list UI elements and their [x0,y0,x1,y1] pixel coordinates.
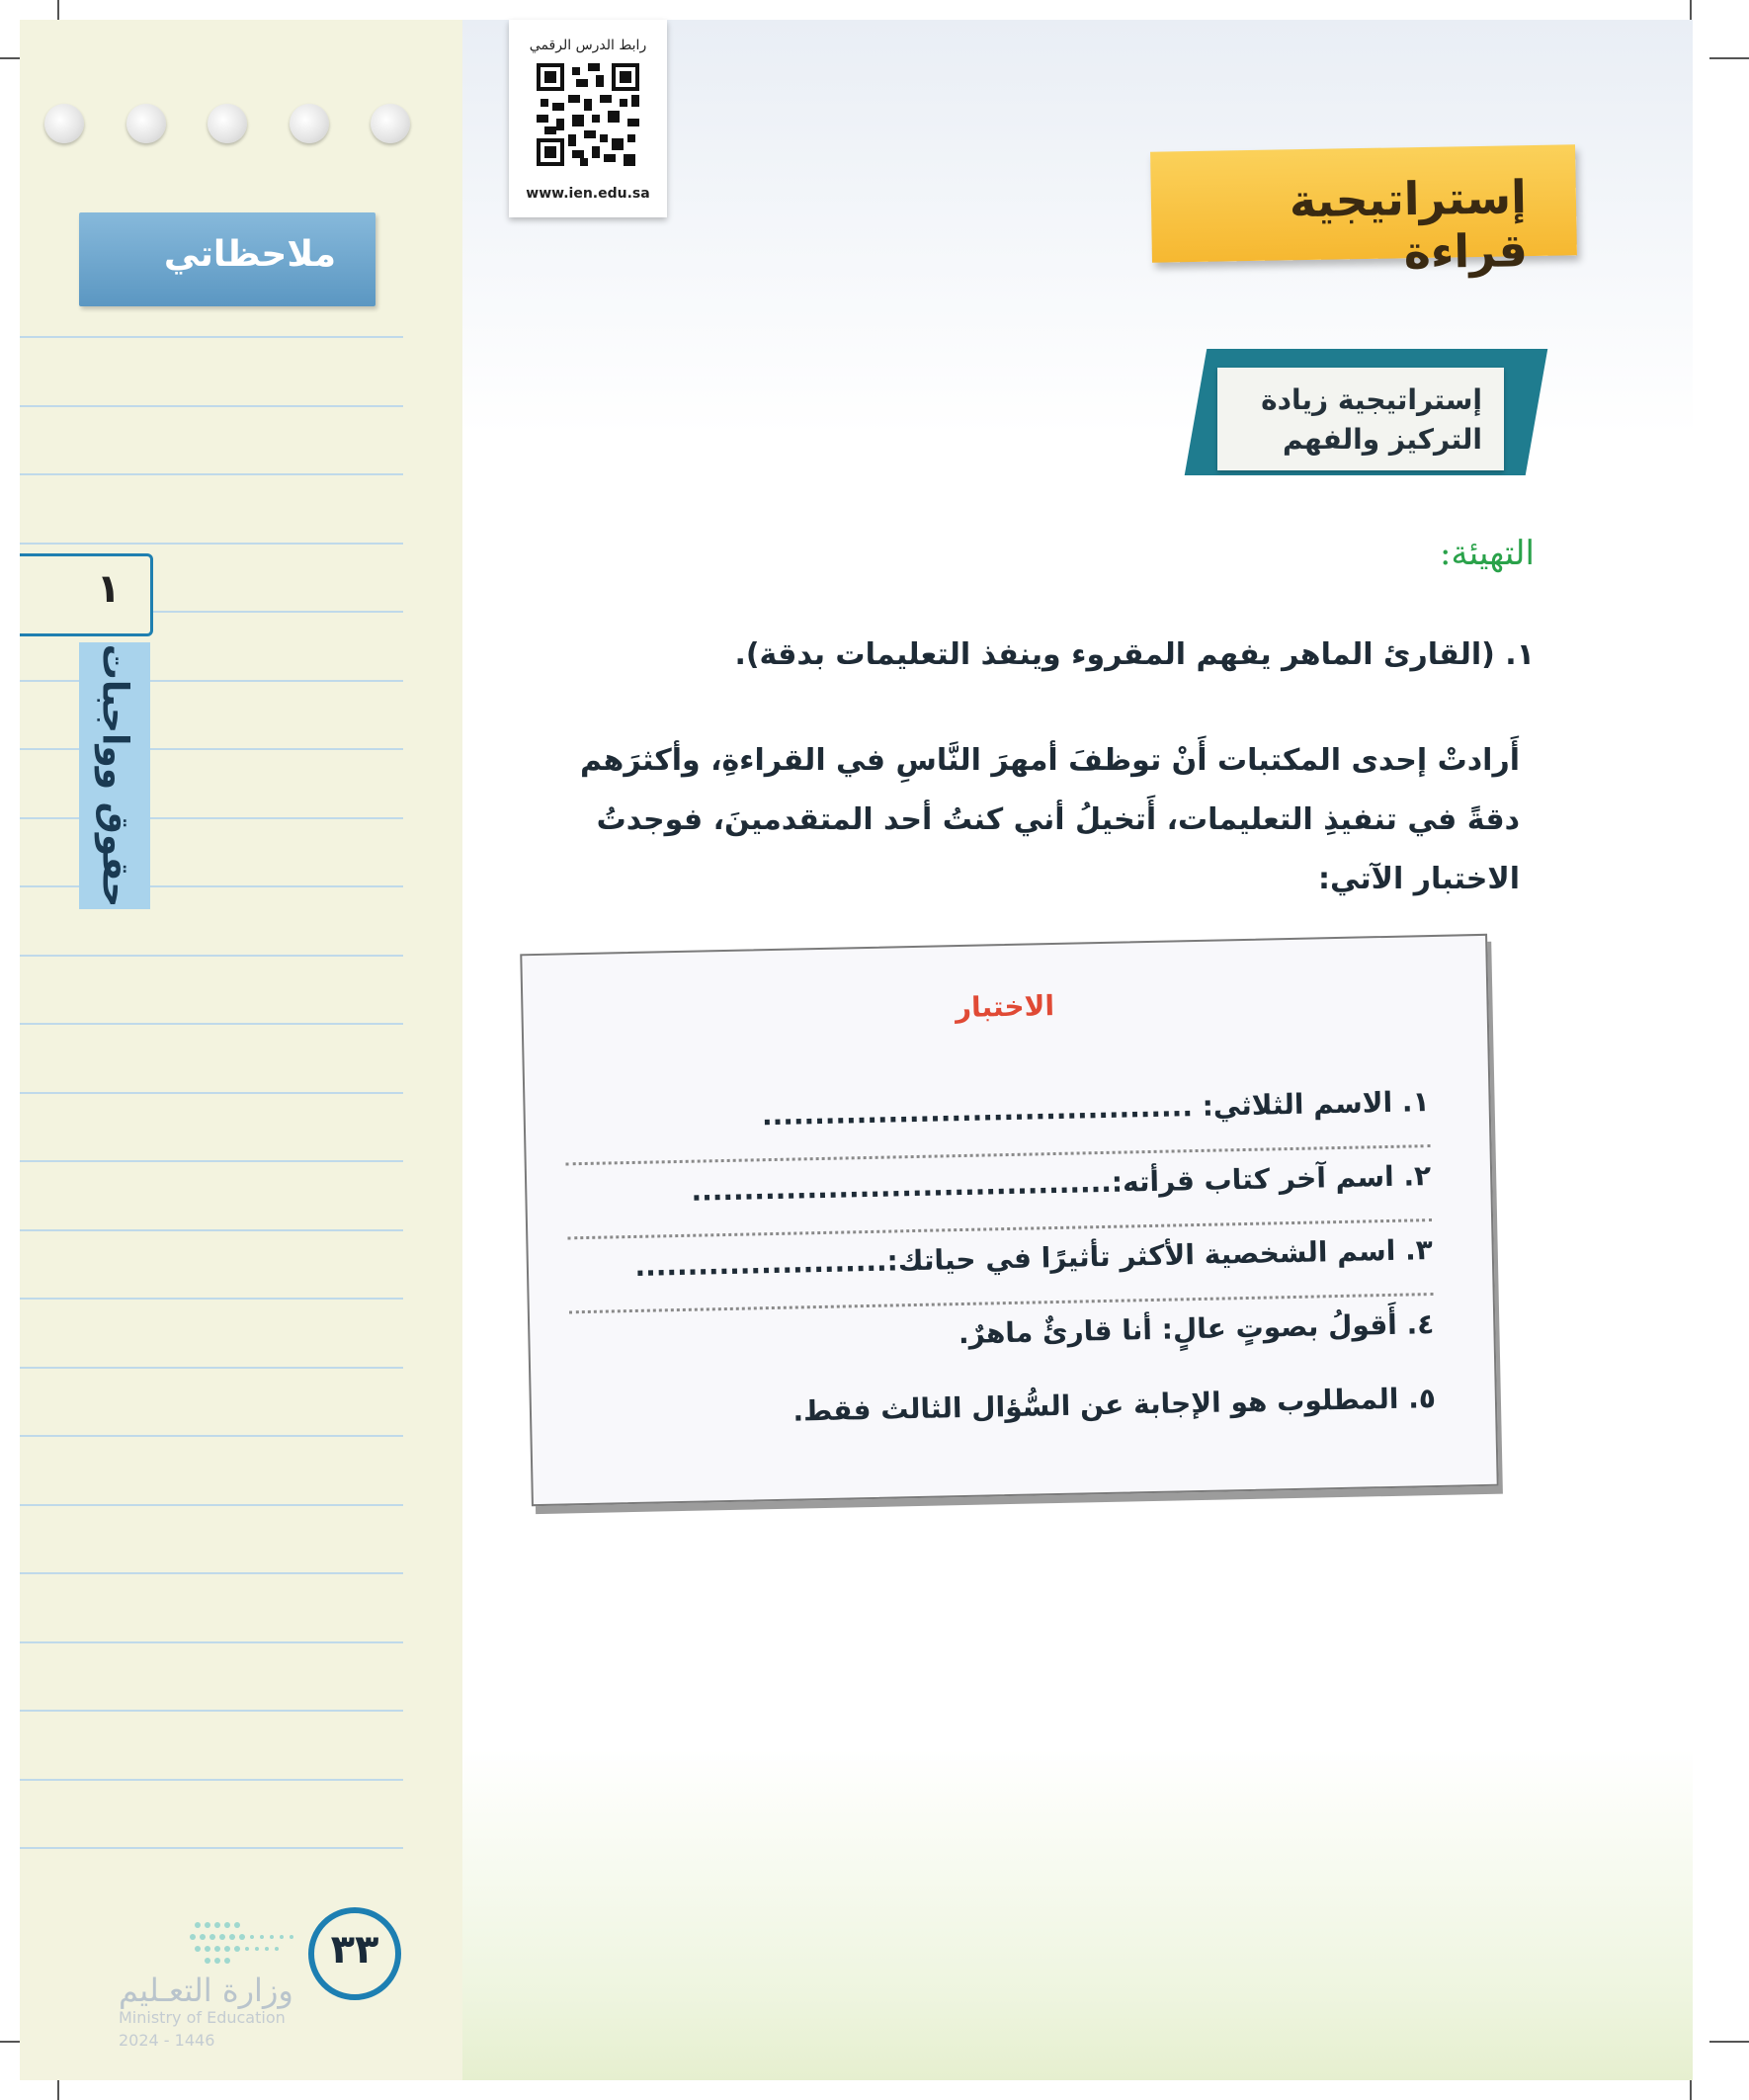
test-item: ٣. اسم الشخصية الأكثر تأثيرًا في حياتك:........................ [634,1233,1434,1283]
ruled-line [20,473,403,475]
crop-mark [1709,57,1749,59]
qr-url[interactable]: www.ien.edu.sa [526,186,650,202]
unit-title: حقوق وواجبات [94,643,135,908]
ministry-logo-icon [188,1917,306,1967]
notes-label: ملاحظاتي [163,234,336,275]
ruled-line [20,955,403,957]
ruled-line [20,336,403,338]
page-number: ٣٣ [330,1927,379,1973]
test-item: ٥. المطلوب هو الإجابة عن السُّؤال الثالث فقط. [792,1382,1437,1428]
ruled-line [20,1023,403,1025]
binder-ring-icon [44,104,84,143]
ruled-line [20,1160,403,1162]
ruled-line [20,748,403,750]
ruled-line [20,543,403,545]
test-card [520,934,1498,1506]
ruled-line [20,1092,403,1094]
ruled-line [20,1435,403,1437]
unit-number: ١ [96,566,121,612]
ruled-line [20,1572,403,1574]
ruled-line [20,885,403,887]
crop-mark [1709,2041,1749,2043]
test-item: ٤. أَقولُ بصوتٍ عالٍ: أنا قارئٌ ماهرٌ. [958,1307,1435,1351]
lesson-page [462,20,1693,2080]
ministry-name-en: Ministry of Education [119,2008,286,2027]
unit-number-box [20,553,153,636]
ruled-line [20,680,403,682]
test-title: الاختبار [955,989,1055,1025]
qr-caption: رابط الدرس الرقمي [529,38,647,53]
page-number-badge [308,1907,401,2000]
ruled-line [20,1710,403,1712]
qr-code-icon[interactable] [537,63,639,166]
ruled-line [20,405,403,407]
binder-ring-icon [290,104,329,143]
unit-title-strip [79,642,150,909]
binder-ring-icon [208,104,247,143]
lesson-title: إستراتيجية قراءة [1289,170,1529,280]
notes-header-tab [79,212,375,306]
strategy-line-1: إستراتيجية زيادة [1261,383,1482,416]
ruled-line [20,1847,403,1849]
edition-year: 2024 - 1446 [119,2031,215,2050]
intro-heading: التهيئة: [1440,534,1535,573]
ruled-line [20,817,403,819]
binder-ring-icon [126,104,166,143]
strategy-badge [1217,368,1504,470]
ruled-line [20,1504,403,1506]
ruled-line [20,1641,403,1643]
question-1: ١. (القارئ الماهر يفهم المقروء وينفذ التعليمات بدقة). [734,637,1535,672]
test-item: ٢. اسم آخر كتاب قرأته:........................................ [691,1159,1432,1208]
binder-ring-icon [371,104,410,143]
intro-paragraph: أَرادتْ إحدى المكتبات أَنْ توظفَ أمهرَ النَّاسِ في القراءةِ، وأكثرَهم دقةً في تنفيذِ التعليمات، أَتخيلُ أني كنتُ أحد المتقدمينَ، فوجدتُ الاختبار الآتي: [580,743,1520,896]
notes-sidebar [20,20,463,2080]
ruled-line [20,1298,403,1300]
test-item: ١. الاسم الثلاثي: ......................................... [761,1085,1430,1133]
ruled-line [20,1779,403,1781]
ministry-name-ar: وزارة التعـليم [119,1972,293,2009]
ruled-line [20,1229,403,1231]
ruled-line [20,1367,403,1369]
qr-card[interactable] [509,20,667,217]
strategy-line-2: التركيز والفهم [1283,423,1482,456]
lesson-title-banner [1150,144,1577,280]
